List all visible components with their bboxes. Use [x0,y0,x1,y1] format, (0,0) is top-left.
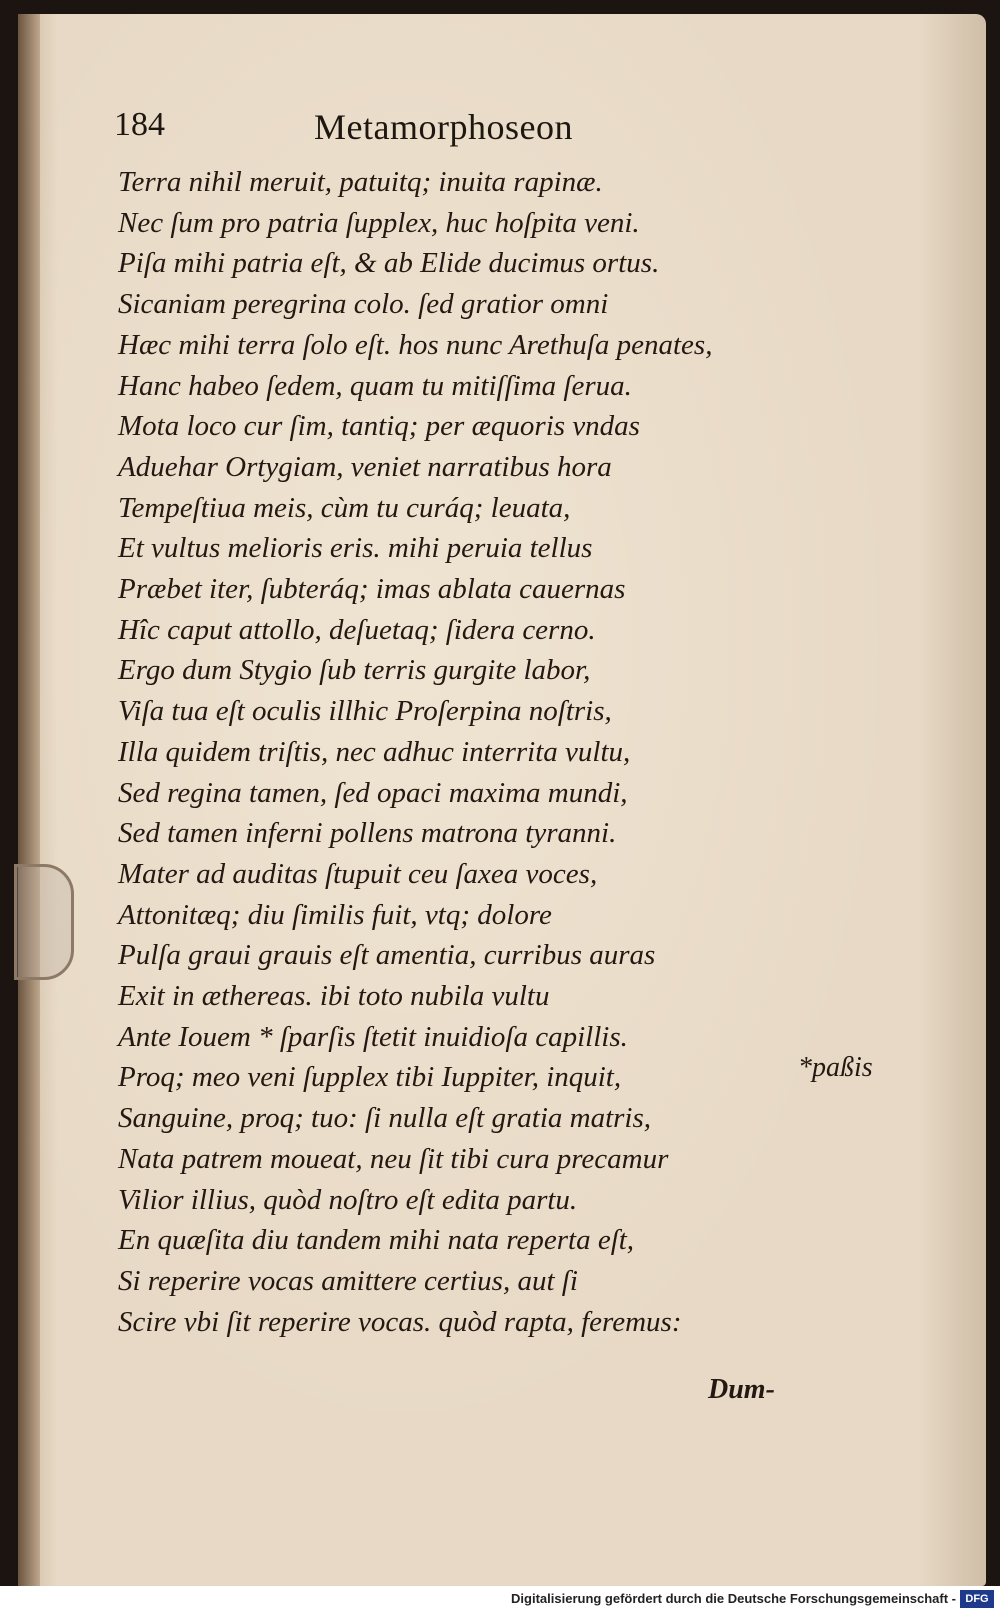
page-clasp [14,864,74,980]
verse-line: Sanguine, proq; tuo: ſi nulla eſt gratia matris, [118,1102,652,1135]
margin-note: *paßis [798,1052,873,1083]
dfg-logo-icon: DFG [960,1590,994,1608]
verse-line: Exit in æthereas. ibi toto nubila vultu [118,980,550,1013]
verse-line: Terra nihil meruit, patuitq; inuita rapinæ. [118,166,603,198]
verse-line: Sed tamen inferni pollens matrona tyranni. [118,817,617,850]
catchword: Dum- [708,1374,775,1405]
verse-line: Hæc mihi terra ſolo eſt. hos nunc Arethuſa penates, [118,328,713,361]
verse-line: Ante Iouem * ſparſis ſtetit inuidioſa capillis. [118,1020,628,1053]
page-number: 184 [114,106,165,143]
page-gutter [18,14,40,1586]
verse-line: Sicaniam peregrina colo. ſed gratior omni [118,288,609,321]
verse-line: Nec ſum pro patria ſupplex, huc hoſpita veni. [118,206,640,239]
verse-line: Vilior illius, quòd noſtro eſt edita partu. [118,1183,578,1216]
running-title: Metamorphoseon [314,107,573,147]
verse-line: Mota loco cur ſim, tantiq; per æquoris vndas [118,410,640,443]
verse-line: Illa quidem triſtis, nec adhuc interrita vultu, [118,735,631,768]
verse-line: Piſa mihi patria eſt, & ab Elide ducimus ortus. [118,247,660,280]
verse-line: Viſa tua eſt oculis illhic Proſerpina noſtris, [118,695,612,728]
verse-line: Attonitæq; diu ſimilis fuit, vtq; dolore [118,898,552,931]
verse-line: Et vultus melioris eris. mihi peruia tellus [118,532,593,565]
verse-line: Tempeſtiua meis, cùm tu curáq; leuata, [118,491,571,524]
verse-line: Si reperire vocas amittere certius, aut ſi [118,1264,578,1297]
verse-line: Mater ad auditas ſtupuit ceu ſaxea voces, [118,857,598,890]
verse-line: Proq; meo veni ſupplex tibi Iuppiter, inquit, [118,1061,622,1094]
verse-line: Pulſa graui grauis eſt amentia, curribus auras [118,939,656,972]
verse-line: Nata patrem moueat, neu ſit tibi cura precamur [118,1142,669,1175]
verse-line: Præbet iter, ſubteráq; imas ablata cauernas [118,573,626,606]
book-page [18,14,986,1586]
verse-line: Scire vbi ſit reperire vocas. quòd rapta, feremus: [118,1305,682,1338]
verse-block [118,162,798,1342]
bleed-through-text [908,164,986,1364]
verse-line: Aduehar Ortygiam, veniet narratibus hora [118,450,612,483]
verse-line: Hîc caput attollo, deſuetaq; ſidera cerno. [118,613,596,646]
digitization-footer [0,1586,1000,1614]
verse-line: Sed regina tamen, ſed opaci maxima mundi, [118,776,628,809]
verse-line: Ergo dum Stygio ſub terris gurgite labor, [118,654,591,687]
funding-credit: Digitalisierung gefördert durch die Deutsche Forschungsgemeinschaft - [511,1591,956,1606]
verse-line: En quæſita diu tandem mihi nata reperta eſt, [118,1224,635,1257]
verse-line: Hanc habeo ſedem, quam tu mitiſſima ſerua. [118,369,632,402]
